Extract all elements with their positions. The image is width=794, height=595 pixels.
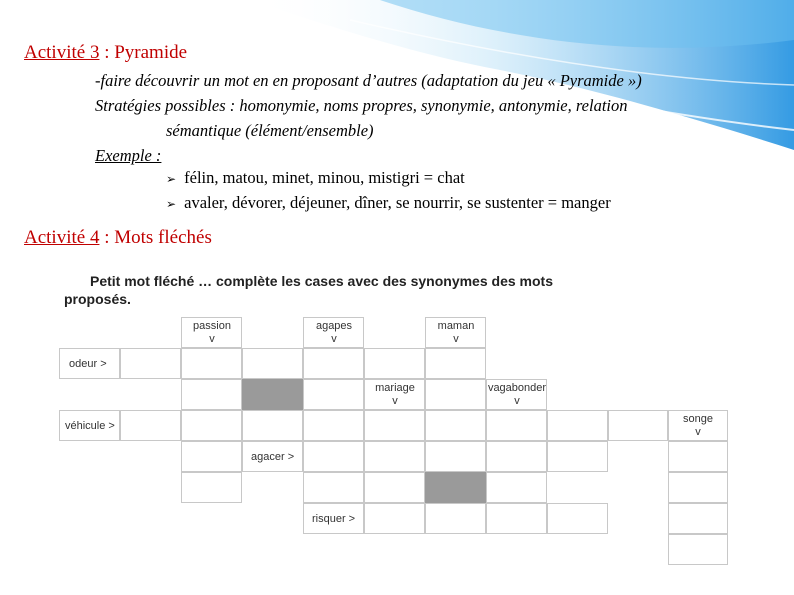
arrow-bullet-icon: ➢ — [166, 197, 177, 211]
crossword-cell[interactable] — [364, 348, 425, 379]
example-item — [166, 168, 465, 188]
crossword-cell[interactable] — [181, 472, 242, 503]
crossword-cell[interactable] — [303, 379, 364, 410]
down-arrow-icon: v — [331, 333, 337, 345]
clue-odeur: odeur > — [69, 358, 107, 370]
example-label: Exemple : — [95, 146, 162, 165]
crossword-clue-cell — [425, 317, 486, 348]
crossword-cell[interactable] — [242, 410, 303, 441]
example-item — [166, 193, 611, 213]
crossword-cell[interactable] — [425, 441, 486, 472]
down-arrow-icon: v — [695, 426, 701, 438]
crossword-cell[interactable] — [181, 441, 242, 472]
down-arrow-icon: v — [514, 395, 520, 407]
crossword-cell[interactable] — [181, 379, 242, 410]
crossword-cell[interactable] — [486, 410, 547, 441]
crossword-cell[interactable] — [668, 472, 728, 503]
activity3-line1: -faire découvrir un mot en en proposant d’autres (adaptation du jeu « Pyramide ») — [95, 71, 642, 90]
clue-agapes: agapes — [315, 320, 353, 332]
clue-risquer: risquer > — [312, 513, 356, 525]
activity3-title — [24, 42, 187, 64]
crossword-cell[interactable] — [242, 348, 303, 379]
example-text: félin, matou, minet, minou, mistigri = chat — [184, 168, 465, 187]
crossword-clue-cell — [242, 441, 303, 472]
activity3-title-rest: : Pyramide — [99, 42, 188, 63]
activity4-title-rest: : Mots fléchés — [99, 227, 212, 248]
activity4-title — [24, 227, 212, 249]
crossword-clue-cell — [364, 379, 425, 410]
crossword-cell[interactable] — [303, 410, 364, 441]
crossword-cell[interactable] — [547, 410, 608, 441]
crossword-cell[interactable] — [181, 410, 242, 441]
crossword-cell[interactable] — [425, 410, 486, 441]
crossword-clue-cell — [486, 379, 547, 410]
crossword-cell[interactable] — [547, 441, 608, 472]
clue-maman: maman — [437, 320, 475, 332]
down-arrow-icon: v — [392, 395, 398, 407]
crossword-cell[interactable] — [425, 379, 486, 410]
crossword-clue-cell — [668, 410, 728, 441]
crossword-clue-cell — [59, 348, 120, 379]
crossword-black-cell — [425, 472, 486, 503]
clue-vehicule: véhicule > — [65, 420, 115, 432]
crossword-title-line1: Petit mot fléché … complète les cases avec des synonymes des mots — [90, 273, 553, 289]
clue-vagabonder: vagabonder — [487, 382, 547, 394]
crossword-cell[interactable] — [486, 503, 547, 534]
crossword-cell[interactable] — [364, 441, 425, 472]
crossword-cell[interactable] — [120, 348, 181, 379]
clue-mariage: mariage — [375, 382, 415, 394]
crossword-clue-cell — [59, 410, 120, 441]
crossword-cell[interactable] — [364, 410, 425, 441]
crossword-cell[interactable] — [303, 348, 364, 379]
crossword-cell[interactable] — [425, 503, 486, 534]
crossword-cell[interactable] — [364, 503, 425, 534]
crossword-cell[interactable] — [486, 441, 547, 472]
clue-agacer: agacer > — [251, 451, 295, 463]
example-text: avaler, dévorer, déjeuner, dîner, se nourrir, se sustenter = manger — [184, 193, 611, 212]
clue-passion: passion — [193, 320, 231, 332]
activity3-title-link[interactable]: Activité 3 — [24, 42, 100, 63]
crossword-cell[interactable] — [120, 410, 181, 441]
arrow-bullet-icon: ➢ — [166, 172, 177, 186]
activity4-title-link[interactable]: Activité 4 — [24, 227, 100, 248]
crossword-clue-cell — [303, 503, 364, 534]
down-arrow-icon: v — [453, 333, 459, 345]
crossword-black-cell — [242, 379, 303, 410]
crossword-cell[interactable] — [547, 503, 608, 534]
crossword-cell[interactable] — [486, 472, 547, 503]
clue-songe: songe — [683, 413, 713, 425]
crossword-cell[interactable] — [303, 472, 364, 503]
crossword-cell[interactable] — [303, 441, 364, 472]
crossword-clue-cell — [303, 317, 364, 348]
crossword-cell[interactable] — [608, 410, 668, 441]
crossword-cell[interactable] — [668, 534, 728, 565]
down-arrow-icon: v — [209, 333, 215, 345]
crossword-title-line2: proposés. — [64, 291, 131, 307]
activity3-line3: sémantique (élément/ensemble) — [166, 121, 374, 140]
crossword-cell[interactable] — [181, 348, 242, 379]
crossword-clue-cell — [181, 317, 242, 348]
crossword-cell[interactable] — [364, 472, 425, 503]
crossword-cell[interactable] — [668, 441, 728, 472]
crossword-cell[interactable] — [425, 348, 486, 379]
activity3-line2: Stratégies possibles : homonymie, noms propres, synonymie, antonymie, relation — [95, 96, 628, 115]
crossword-cell[interactable] — [668, 503, 728, 534]
